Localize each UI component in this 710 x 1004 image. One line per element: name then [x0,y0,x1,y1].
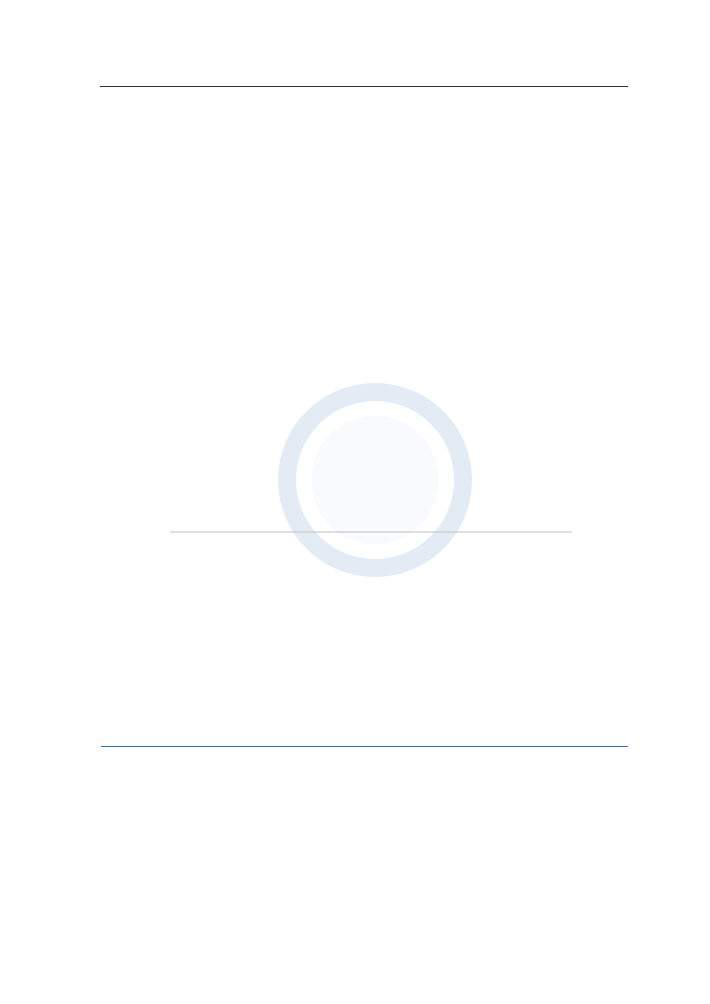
refinancing-chart [160,325,580,594]
header-rule [100,86,628,87]
cpea-watermark [287,392,463,568]
chart-svg [160,325,580,590]
refinancing-table [101,746,628,747]
